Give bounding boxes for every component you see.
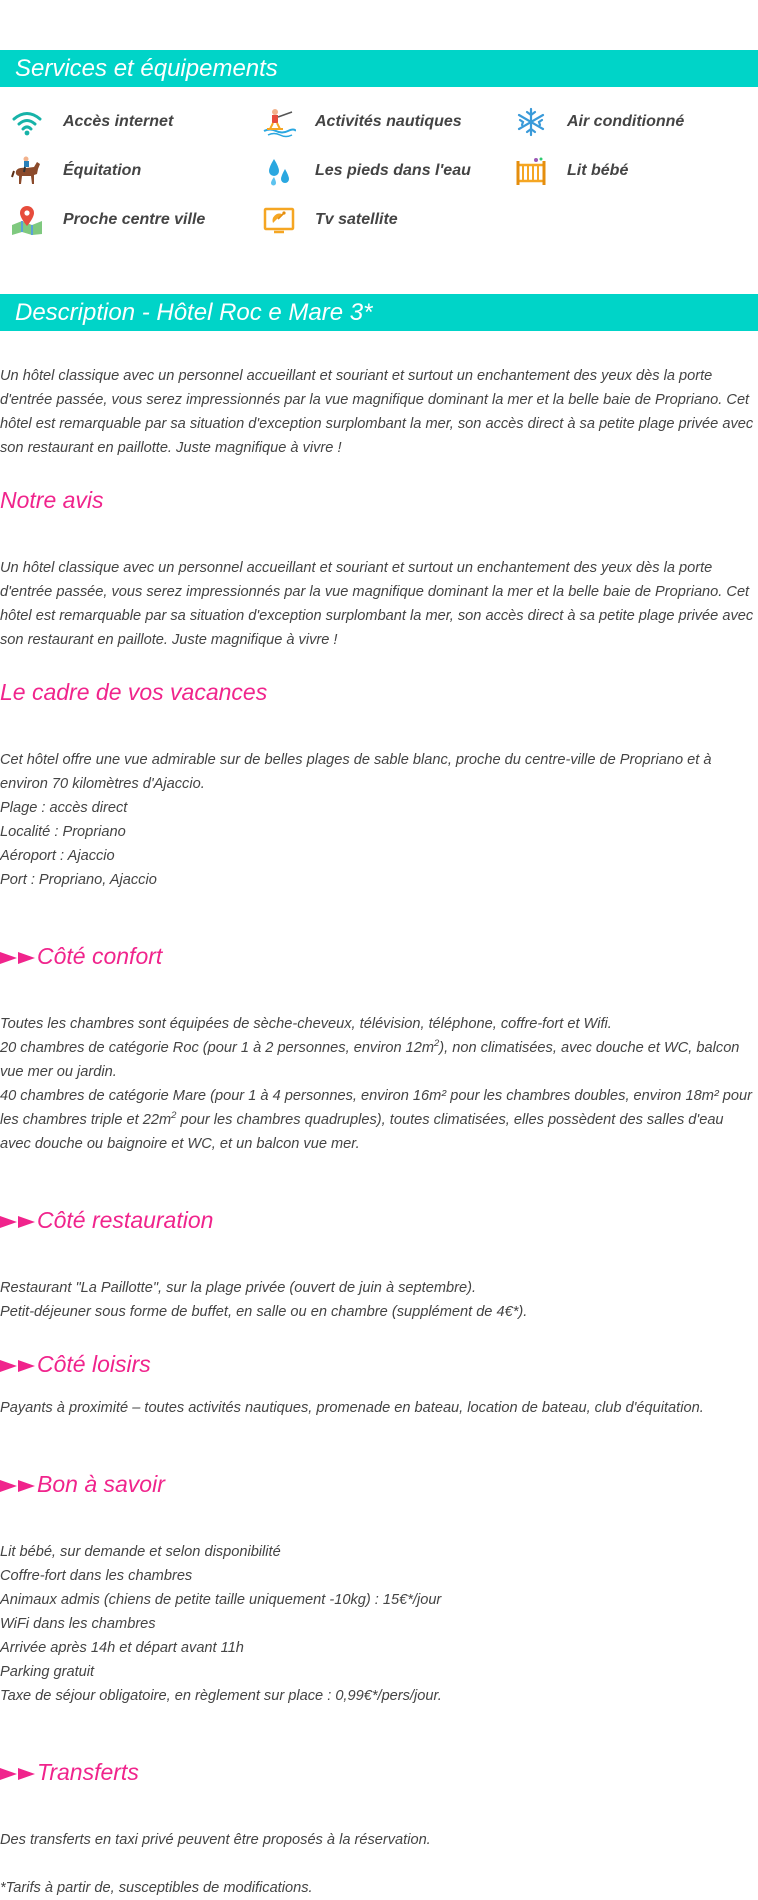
restauration-line: Petit-déjeuner sous forme de buffet, en salle ou en chambre (supplément de 4€*).: [0, 1304, 528, 1320]
avis-title: Notre avis: [0, 487, 104, 513]
cadre-line: Plage : accès direct: [0, 800, 128, 816]
service-item-downtown: Proche centre ville: [10, 204, 205, 236]
double-arrow-icon: [0, 1359, 36, 1373]
savoir-line: Animaux admis (chiens de petite taille uniquement -10kg) : 15€*/jour: [0, 1592, 442, 1608]
cadre-intro: Cet hôtel offre une vue admirable sur de belles plages de sable blanc, proche du centre-ville de Propriano et à environ 70 kilomètres d'Ajaccio.: [0, 752, 712, 792]
savoir-line: Lit bébé, sur demande et selon disponibilité: [0, 1544, 281, 1560]
footnote: *Tarifs à partir de, susceptibles de modifications.: [0, 1880, 313, 1896]
confort-line: Toutes les chambres sont équipées de sèche-cheveux, télévision, téléphone, coffre-fort et Wifi.: [0, 1016, 612, 1032]
service-item-waterfront: Les pieds dans l'eau: [262, 155, 471, 187]
snowflake-icon: [514, 106, 548, 138]
water-ski-icon: [262, 106, 296, 138]
double-arrow-icon: [0, 951, 36, 965]
savoir-line: WiFi dans les chambres: [0, 1616, 156, 1632]
service-item-internet: Accès internet: [10, 106, 173, 138]
savoir-line: Parking gratuit: [0, 1664, 95, 1680]
double-arrow-icon: [0, 1215, 36, 1229]
horse-rider-icon: [10, 155, 44, 187]
services-title: Services et équipements: [15, 55, 278, 82]
cadre-block: [0, 748, 758, 892]
crib-icon: [514, 155, 548, 187]
satellite-tv-icon: [262, 204, 296, 236]
confort-block: [0, 1012, 758, 1156]
savoir-line: Coffre-fort dans les chambres: [0, 1568, 193, 1584]
loisirs-text: Payants à proximité – toutes activités nautiques, promenade en bateau, location de bateau, club d'équitation.: [0, 1400, 704, 1416]
service-item-crib: Lit bébé: [514, 155, 628, 187]
loisirs-title: Côté loisirs: [0, 1351, 151, 1378]
map-pin-icon: [10, 204, 44, 236]
double-arrow-icon: [0, 1479, 36, 1493]
savoir-title: Bon à savoir: [0, 1471, 165, 1498]
confort-line: 40 chambres de catégorie Mare (pour 1 à 4 personnes, environ 16m² pour les chambres doubles, environ 18m² pour les chambres triple et $22m^2$ pour les chambres quadruples), toutes climatisées, elles possèdent des salles d'eau avec douche ou baignoire et WC, et un balcon vue mer.: [0, 1088, 752, 1152]
restauration-block: [0, 1276, 758, 1324]
savoir-line: Taxe de séjour obligatoire, en règlement sur place : 0,99€*/pers/jour.: [0, 1688, 442, 1704]
cadre-line: Localité : Propriano: [0, 824, 126, 840]
service-item-nautical: Activités nautiques: [262, 106, 462, 138]
service-item-equitation: Équitation: [10, 155, 141, 187]
restauration-title: Côté restauration: [0, 1207, 213, 1234]
cadre-line: Port : Propriano, Ajaccio: [0, 872, 157, 888]
savoir-block: [0, 1540, 758, 1708]
service-item-aircon: Air conditionné: [514, 106, 684, 138]
description-header: [0, 294, 758, 331]
double-arrow-icon: [0, 1767, 36, 1781]
description-title: Description - Hôtel Roc e Mare 3*: [15, 299, 373, 326]
description-text: Un hôtel classique avec un personnel accueillant et souriant et surtout un enchantement des yeux dès la porte d'entrée passée, vous serez impressionnés par la vue magnifique dominant la mer et la belle baie de Propriano. Cet hôtel est remarquable par sa situation d'exception surplombant la mer, son accès direct à sa petite plage privée avec son restaurant en paillotte. Juste magnifique à vivre !: [0, 368, 754, 456]
services-header: [0, 50, 758, 87]
cadre-title: Le cadre de vos vacances: [0, 679, 268, 705]
avis-text: Un hôtel classique avec un personnel accueillant et souriant et surtout un enchantement des yeux dès la porte d'entrée passée, vous serez impressionnés par la vue magnifique dominant la mer et la belle baie de Propriano. Cet hôtel est remarquable par sa situation d'exception surplombant la mer, son accès direct à sa petite plage privée avec son restaurant en paillote. Juste magnifique à vivre !: [0, 560, 754, 648]
transferts-title: Transferts: [0, 1759, 139, 1786]
confort-line: 20 chambres de catégorie Roc (pour 1 à 2 personnes, environ $12m^2$), non climatisées, avec douche et WC, balcon vue mer ou jardin.: [0, 1038, 740, 1080]
cadre-line: Aéroport : Ajaccio: [0, 848, 115, 864]
wifi-icon: [10, 106, 44, 138]
restauration-line: Restaurant "La Paillotte", sur la plage privée (ouvert de juin à septembre).: [0, 1280, 476, 1296]
service-item-satellite-tv: Tv satellite: [262, 204, 398, 236]
confort-title: Côté confort: [0, 943, 162, 970]
savoir-line: Arrivée après 14h et départ avant 11h: [0, 1640, 244, 1656]
water-drops-icon: [262, 155, 296, 187]
transferts-text: Des transferts en taxi privé peuvent être proposés à la réservation.: [0, 1832, 431, 1848]
